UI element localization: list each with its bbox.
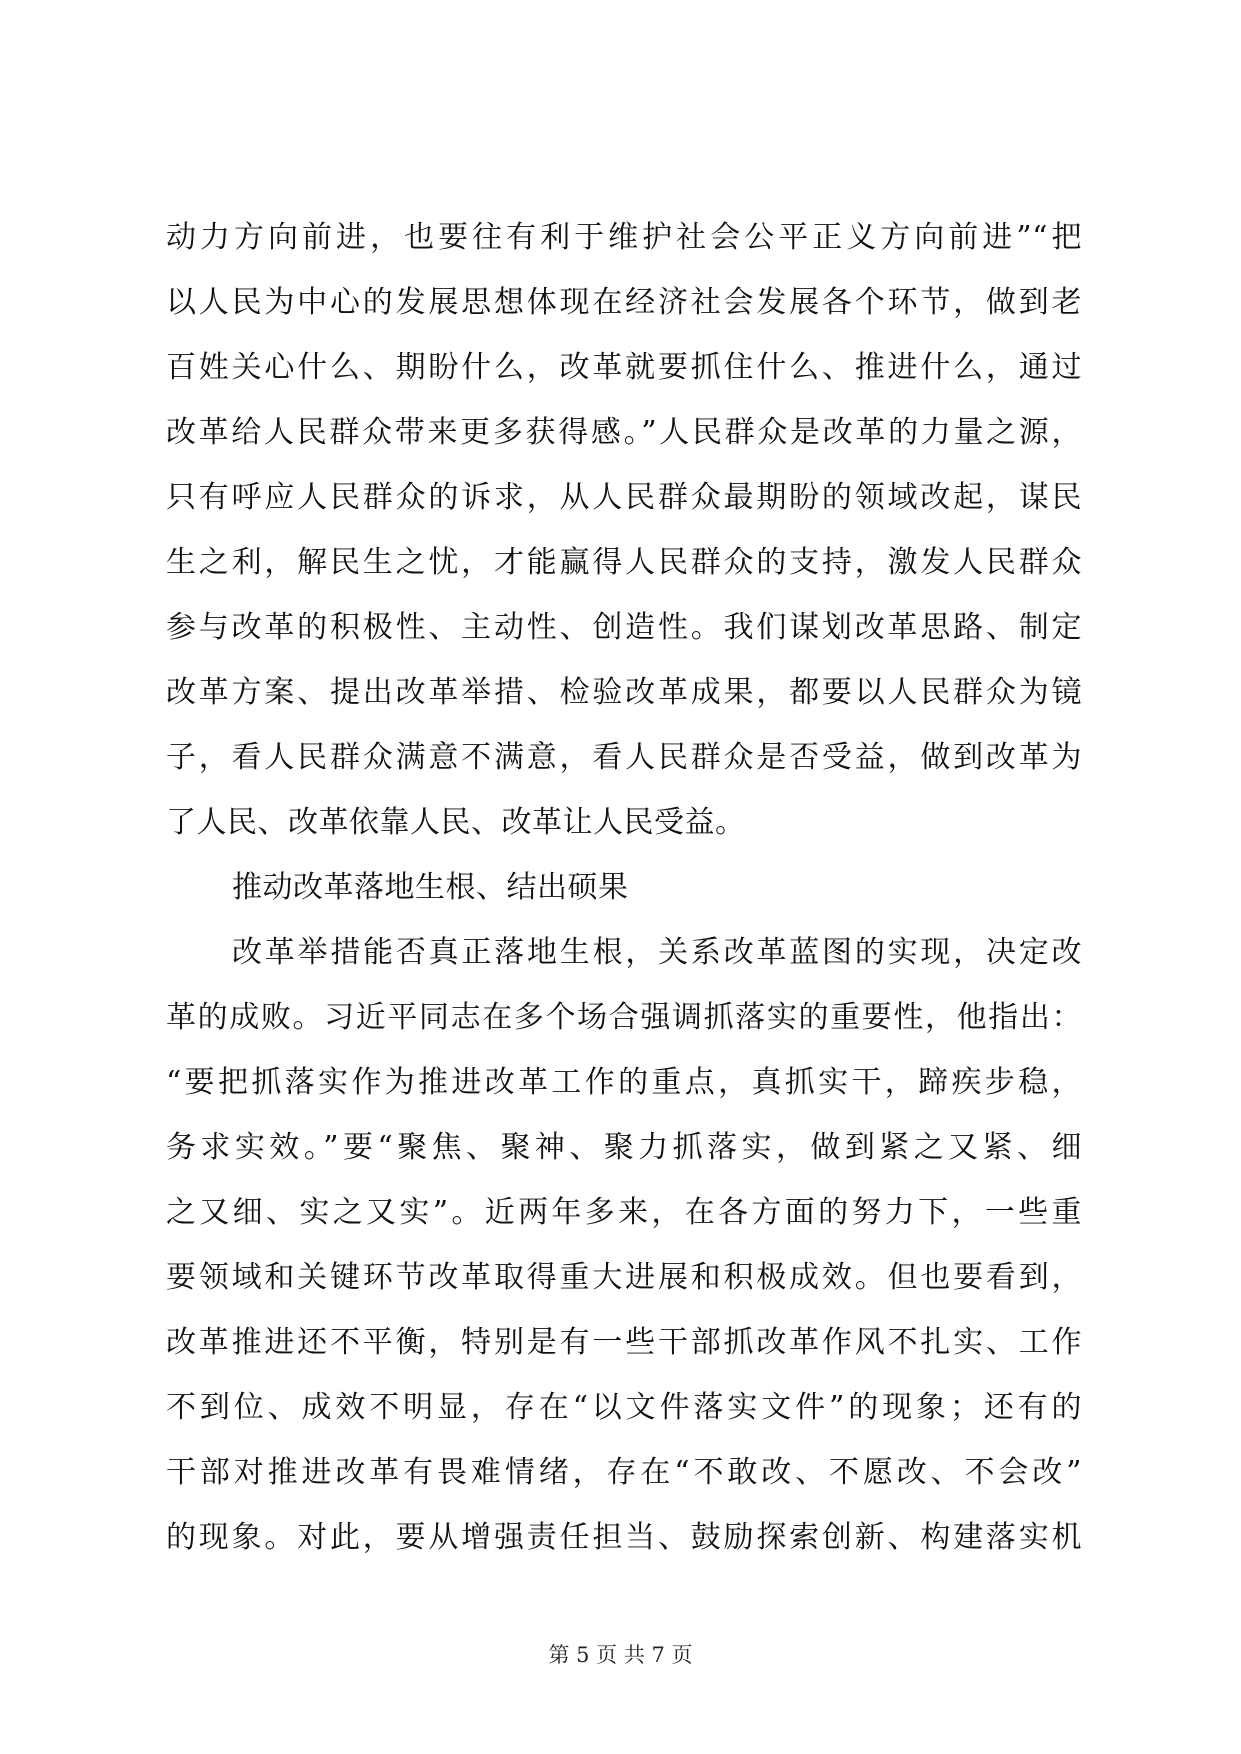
body-line: 要领域和关键环节改革取得重大进展和积极成效。但也要看到， [166, 1260, 1082, 1295]
body-line: 以人民为中心的发展思想体现在经济社会发展各个环节，做到老 [166, 285, 1082, 320]
body-line: 革的成败。习近平同志在多个场合强调抓落实的重要性，他指出： [166, 1000, 1082, 1035]
body-line: 的现象。对此，要从增强责任担当、鼓励探索创新、构建落实机 [166, 1520, 1082, 1555]
section-heading: 推动改革落地生根、结出硕果 [232, 870, 629, 905]
page-number-footer: 第 5 页 共 7 页 [548, 1643, 693, 1667]
document-body [166, 205, 1082, 1570]
body-line: 只有呼应人民群众的诉求，从人民群众最期盼的领域改起，谋民 [166, 480, 1082, 515]
body-line: 之又细、实之又实”。近两年多来，在各方面的努力下，一些重 [166, 1195, 1082, 1230]
body-line: 改革方案、提出改革举措、检验改革成果，都要以人民群众为镜 [166, 675, 1082, 710]
body-line: 子，看人民群众满意不满意，看人民群众是否受益，做到改革为 [166, 740, 1082, 775]
body-line: 了人民、改革依靠人民、改革让人民受益。 [166, 805, 746, 840]
body-line: 改革推进还不平衡，特别是有一些干部抓改革作风不扎实、工作 [166, 1325, 1082, 1360]
body-line: 改革举措能否真正落地生根，关系改革蓝图的实现，决定改 [232, 935, 1082, 970]
body-line: 干部对推进改革有畏难情绪，存在“不敢改、不愿改、不会改” [166, 1455, 1082, 1490]
body-line: 动力方向前进，也要往有利于维护社会公平正义方向前进”“把 [166, 220, 1082, 255]
body-line: 务求实效。”要“聚焦、聚神、聚力抓落实，做到紧之又紧、细 [166, 1130, 1082, 1165]
body-line: 百姓关心什么、期盼什么，改革就要抓住什么、推进什么，通过 [166, 350, 1082, 385]
body-line: “要把抓落实作为推进改革工作的重点，真抓实干，蹄疾步稳， [166, 1065, 1082, 1100]
body-line: 改革给人民群众带来更多获得感。”人民群众是改革的力量之源， [166, 415, 1082, 450]
body-line: 不到位、成效不明显，存在“以文件落实文件”的现象；还有的 [166, 1390, 1082, 1425]
body-line: 参与改革的积极性、主动性、创造性。我们谋划改革思路、制定 [166, 610, 1082, 645]
body-line: 生之利，解民生之忧，才能赢得人民群众的支持，激发人民群众 [166, 545, 1082, 580]
